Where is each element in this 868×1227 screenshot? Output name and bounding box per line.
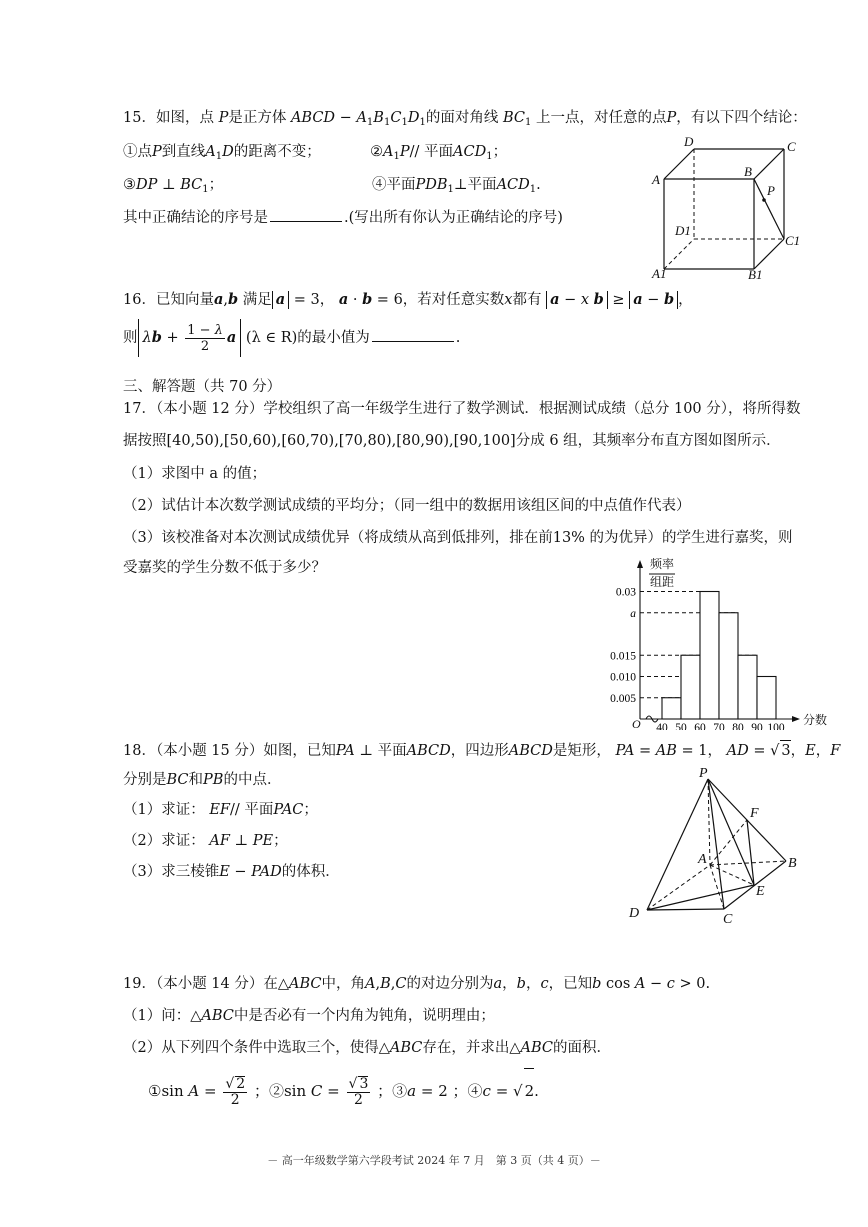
hist-ytick-label: a (630, 607, 636, 620)
hist-ytick-label: 0.005 (610, 692, 636, 705)
q16-stem: 16．已知向量a,b 满足 a = 3， a · b = 6，若对任意实数x都有 a − x b ≥ a − b ， (123, 291, 693, 308)
cube-figure (648, 135, 808, 280)
q15-conclusion-2: $②A_1P//$ 平面$ACD_1$； (370, 144, 508, 162)
hist-xtick-label: 90 (751, 722, 763, 730)
hist-xtick-label: 60 (694, 722, 706, 730)
cube-label-C1: C1 (785, 233, 801, 248)
hist-xtick-label: 100 (767, 722, 785, 730)
q19-part2: （2）从下列四个条件中选取三个，使得△ABC存在，并求出△ABC的面积． (123, 1040, 612, 1056)
q19-stem: 19．（本小题 14 分）在△ABC中，角A,B,C的对边分别为a，b，c，已知b cos A − c > 0. (123, 976, 711, 992)
q15-answer-blank (270, 207, 342, 222)
pyramid-label-D: D (629, 906, 640, 921)
hist-ytick-label: 0.010 (610, 671, 636, 684)
q15-conclusion-3: ③DP ⊥ $BC_1$； (123, 177, 224, 195)
hist-ytick-label: 0.015 (610, 650, 636, 663)
pyramid-label-F: F (750, 806, 759, 821)
q18-part2: （2）求证： AF ⊥ PE； (123, 833, 288, 849)
q17-stem-line2: 据按照[40,50),[50,60),[60,70),[70,80),[80,90),[90,100]分成 6 组，其频率分布直方图如图所示． (123, 433, 781, 449)
q18-part1: （1）求证： EF// 平面PAC； (123, 802, 318, 818)
pyramid-figure (620, 765, 810, 930)
q18-stem-line1: 18．（本小题 15 分）如图，已知PA ⊥ 平面ABCD，四边形ABCD是矩形， PA = AB = 1， AD = √ 3，E，F (123, 740, 840, 761)
q17-part3-cont: 受嘉奖的学生分数不低于多少？ (123, 560, 326, 576)
hist-ytick-label: 0.03 (615, 586, 636, 599)
pyramid-label-B: B (788, 856, 797, 871)
q17-part1: （1）求图中 a 的值； (123, 466, 267, 482)
pyramid-label-C: C (723, 912, 733, 927)
q16-ask: 则 λ b + $\frac{1 - \lambda}{2}$ a (λ ∈ R)的最小值为 . (123, 318, 460, 358)
q17-stem-line1: 17．（本小题 12 分）学校组织了高一年级学生进行了数学测试．根据测试成绩（总分 100 分），将所得数 (123, 401, 801, 417)
q19-part1: （1）问：△ABC中是否必有一个内角为钝角，说明理由； (123, 1008, 495, 1024)
hist-bar (738, 655, 757, 719)
hist-xtick-label: 40 (656, 722, 668, 730)
cube-label-A: A (652, 172, 660, 187)
cube-label-D: D (684, 135, 694, 149)
hist-xtick-label: 80 (732, 722, 744, 730)
pyramid-label-P: P (699, 766, 708, 781)
hist-origin-label: O (632, 717, 641, 730)
cube-label-B: B (744, 164, 752, 179)
cube-label-B1: B1 (748, 267, 763, 280)
q16-answer-blank (372, 327, 454, 342)
q15-ask: 其中正确结论的序号是 .(写出所有你认为正确结论的序号) (123, 207, 563, 228)
pyramid-label-E: E (756, 884, 765, 899)
section-title: 三、解答题（共 70 分） (123, 379, 282, 395)
hist-ylabel-top: 频率 (650, 557, 675, 571)
q17-part2: （2）试估计本次数学测试成绩的平均分；（同一组中的数据用该组区间的中点值作代表） (123, 498, 691, 514)
page-footer: － 高一年级数学第六学段考试 2024 年 7 月 第 3 页（共 4 页）－ (267, 1154, 601, 1167)
hist-bar (700, 592, 719, 720)
q15-conclusion-1: ①点P到直线$A_1D$的距离不变； (123, 144, 321, 162)
frequency-histogram (598, 552, 838, 730)
q19-conditions: ①sin A = $\frac{√ 2}{2}$ ；②sin C = $\frac{√ 3}{2}$ ；③a = 2 ；④c = √ 2. (148, 1068, 539, 1113)
hist-bar (757, 677, 776, 720)
q15-conclusion-4: ④平面$PDB_1\perp$平面$ACD_1$. (372, 177, 541, 195)
q17-part3: （3）该校准备对本次测试成绩优异（将成绩从高到低排列，排在前13% 的为优异）的学生进行嘉奖，则 (123, 530, 793, 546)
cube-label-A1: A1 (652, 266, 667, 280)
hist-bar (681, 655, 700, 719)
hist-bar (719, 613, 738, 719)
cube-label-C: C (787, 139, 796, 154)
cube-label-P: P (767, 183, 775, 198)
cube-label-D1: D1 (675, 223, 691, 238)
hist-ylabel-bottom: 组距 (650, 575, 675, 589)
pyramid-label-A: A (698, 852, 707, 867)
hist-bar (662, 698, 681, 719)
hist-xlabel: 分数 (803, 713, 828, 727)
q18-stem-line2: 分别是BC和PB的中点． (123, 772, 282, 788)
q18-part3: （3）求三棱锥E − PAD的体积． (123, 864, 340, 880)
hist-xtick-label: 50 (675, 722, 687, 730)
q15-stem: 15．如图，点 P是正方体 ABCD − $A_1B_1C_1D_1$的面对角线 $BC_1$ 上一点，对任意的点P，有以下四个结论： (123, 110, 807, 128)
hist-xtick-label: 70 (713, 722, 725, 730)
